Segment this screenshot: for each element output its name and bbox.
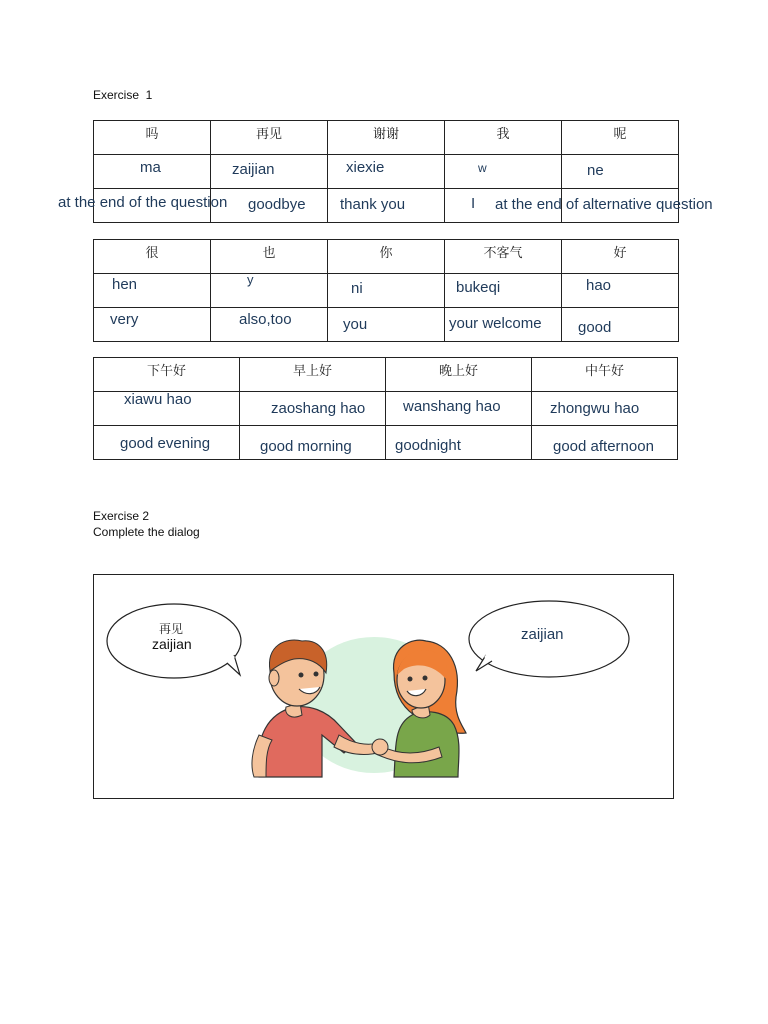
chinese-char-cell: 你 bbox=[379, 246, 393, 261]
pinyin-text: ne bbox=[587, 162, 604, 179]
table-row bbox=[94, 240, 679, 274]
chinese-char-cell: 中午好 bbox=[584, 364, 624, 379]
english-text: very bbox=[110, 311, 139, 328]
left-bubble-pinyin: zaijian bbox=[152, 636, 192, 652]
pinyin-text: bukeqi bbox=[456, 279, 501, 296]
english-text: you bbox=[343, 316, 368, 333]
chinese-char-cell: 谢谢 bbox=[372, 127, 399, 142]
chinese-char-cell: 下午好 bbox=[146, 364, 186, 379]
chinese-char-cell: 也 bbox=[262, 246, 276, 261]
pinyin-text: ni bbox=[351, 280, 363, 297]
chinese-char-cell: 好 bbox=[613, 246, 627, 261]
pinyin-text: xiexie bbox=[346, 159, 385, 176]
pinyin-text: y bbox=[247, 272, 254, 287]
english-text: thank you bbox=[340, 196, 406, 213]
dialog-illustration bbox=[94, 575, 673, 798]
pinyin-text: zhongwu hao bbox=[550, 400, 640, 417]
pinyin-text: hen bbox=[112, 276, 138, 293]
pinyin-text: hao bbox=[586, 277, 612, 294]
chinese-char-cell: 早上好 bbox=[292, 364, 332, 379]
english-text: good morning bbox=[260, 438, 352, 455]
pinyin-text: zaijian bbox=[232, 161, 275, 178]
right-bubble-pinyin: zaijian bbox=[521, 626, 564, 643]
chinese-char-cell: 晚上好 bbox=[438, 364, 478, 379]
pinyin-text: xiawu hao bbox=[124, 391, 192, 408]
pinyin-text: ma bbox=[140, 159, 161, 176]
chinese-char-cell: 吗 bbox=[145, 127, 159, 142]
table-row bbox=[94, 121, 679, 155]
pinyin-text: wanshang hao bbox=[403, 398, 501, 415]
english-text: goodnight bbox=[395, 437, 461, 454]
chinese-char-cell: 呢 bbox=[613, 127, 627, 142]
chinese-char-cell: 再见 bbox=[255, 127, 282, 142]
pinyin-text: w bbox=[478, 161, 487, 175]
chinese-char-cell: 很 bbox=[145, 246, 159, 261]
exercise-2-title: Exercise 2 bbox=[93, 509, 150, 523]
english-text: I bbox=[471, 195, 476, 212]
table-row bbox=[94, 358, 678, 392]
english-text: your welcome bbox=[449, 315, 542, 332]
exercise-1-title: Exercise 1 bbox=[93, 88, 153, 102]
english-text: goodbye bbox=[248, 196, 306, 213]
english-text: good bbox=[578, 319, 612, 336]
english-text: good afternoon bbox=[553, 438, 654, 455]
english-text: good evening bbox=[120, 435, 211, 452]
pinyin-text: zaoshang hao bbox=[271, 400, 366, 417]
exercise-2-instruction: Complete the dialog bbox=[93, 525, 200, 539]
chinese-char-cell: 我 bbox=[496, 127, 510, 142]
english-text: at the end of alternative question bbox=[495, 196, 713, 213]
english-text: also,too bbox=[239, 311, 292, 328]
chinese-char-cell: 不客气 bbox=[483, 246, 523, 261]
dialog-panel bbox=[93, 574, 674, 799]
left-bubble-chinese: 再见 bbox=[159, 622, 184, 636]
english-text: at the end of the question bbox=[58, 194, 228, 211]
